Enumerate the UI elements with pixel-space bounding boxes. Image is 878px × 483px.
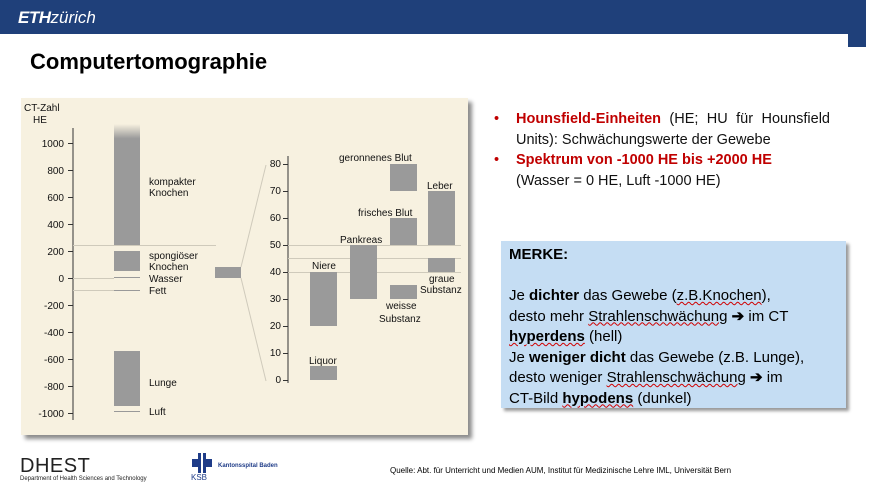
bar-niere bbox=[310, 272, 337, 326]
ksb-cross-icon bbox=[190, 452, 214, 474]
bullet-hounsfield-title: Hounsfield-Einheiten bbox=[516, 111, 661, 127]
bullet-hounsfield bbox=[490, 109, 830, 150]
left-tick: -200 bbox=[43, 301, 64, 312]
bar-liquor bbox=[310, 366, 337, 380]
merke-line: hyperdens (hell) bbox=[509, 328, 623, 345]
bar-geronnenes-blut bbox=[390, 164, 417, 191]
right-tick: 0 bbox=[275, 375, 281, 386]
arrow-right-icon: ➔ bbox=[731, 307, 745, 325]
arrow-right-icon: ➔ bbox=[750, 369, 763, 386]
bullet-spektrum-title: Spektrum von -1000 HE bis +2000 HE bbox=[516, 152, 772, 168]
left-tick: 600 bbox=[47, 193, 64, 204]
bullet-list bbox=[490, 109, 830, 191]
bullet-dot: • bbox=[494, 111, 500, 127]
merke-line: desto weniger Strahlenschwächung ➔ im bbox=[509, 369, 783, 386]
right-tick: 50 bbox=[269, 240, 281, 251]
right-tick: 40 bbox=[269, 267, 281, 278]
label-frisches-blut: frisches Blut bbox=[358, 208, 413, 219]
header-bar-edge bbox=[848, 34, 866, 47]
left-tick: -800 bbox=[43, 382, 64, 393]
source-citation: Quelle: Abt. für Unterricht und Medien AUM, Institut für Medizinische Lehre IML, Universität Bern bbox=[390, 466, 732, 475]
right-axis-ticks bbox=[270, 159, 282, 386]
eth-logo: ETHzürich bbox=[18, 8, 96, 27]
label-pankreas: Pankreas bbox=[340, 235, 383, 246]
right-tick: 60 bbox=[269, 213, 281, 224]
label-niere: Niere bbox=[312, 261, 336, 272]
right-tick: 10 bbox=[269, 348, 281, 359]
bar-pankreas bbox=[350, 245, 377, 299]
merke-heading: MERKE: bbox=[509, 246, 569, 263]
label-fett: Fett bbox=[149, 286, 167, 297]
right-tick: 30 bbox=[269, 294, 281, 305]
label-kompakter: kompakter bbox=[149, 177, 196, 188]
bar-weisse-substanz bbox=[390, 285, 417, 299]
bullet-spektrum-text: (Wasser = 0 HE, Luft -1000 HE) bbox=[516, 172, 721, 189]
header-divider bbox=[16, 34, 848, 47]
ksb-abbreviation: KSB bbox=[191, 473, 208, 482]
left-tick: 400 bbox=[47, 220, 64, 231]
slide-title: Computertomographie bbox=[30, 49, 268, 74]
ksb-name: Kantonsspital Baden bbox=[218, 463, 278, 469]
label-wasser: Wasser bbox=[149, 274, 183, 285]
label-knochen: Knochen bbox=[149, 188, 189, 199]
bullet-spektrum bbox=[490, 150, 830, 191]
bar-lunge bbox=[114, 351, 140, 406]
dhest-logo: DHEST bbox=[20, 455, 91, 477]
bar-graue-substanz bbox=[428, 258, 455, 272]
left-tick: -1000 bbox=[38, 409, 64, 420]
label-liquor: Liquor bbox=[309, 356, 337, 367]
bullet-hounsfield-text: (HE; HU für Hounsfield Units): Schwächungswerte der Gewebe bbox=[516, 111, 830, 148]
right-tick: 70 bbox=[269, 186, 281, 197]
bullet-dot: • bbox=[494, 152, 500, 168]
label-lunge: Lunge bbox=[149, 378, 177, 389]
dhest-subtitle: Department of Health Sciences and Technology bbox=[20, 476, 147, 482]
label-luft: Luft bbox=[149, 407, 166, 418]
left-axis-title-line2: HE bbox=[33, 115, 47, 126]
label-weisse: weisse bbox=[386, 301, 417, 312]
left-tick: 800 bbox=[47, 166, 64, 177]
header-bar bbox=[0, 0, 866, 34]
zoom-connector-lines bbox=[241, 165, 266, 381]
merke-body bbox=[509, 286, 841, 409]
left-axis-ticks bbox=[38, 139, 64, 420]
merke-line: Je dichter das Gewebe (z.B.Knochen), bbox=[509, 287, 771, 304]
left-tick: -400 bbox=[43, 328, 64, 339]
right-tick: 20 bbox=[269, 321, 281, 332]
label-graue: graue bbox=[429, 274, 455, 285]
zoom-source-bar bbox=[215, 267, 241, 278]
bar-spongioser-knochen bbox=[114, 251, 140, 271]
label-weisse-substanz: Substanz bbox=[379, 314, 421, 325]
left-tick: 0 bbox=[58, 274, 64, 285]
merke-box bbox=[501, 241, 846, 408]
label-spongioser: spongiöser bbox=[149, 251, 198, 262]
ct-scale-figure bbox=[21, 98, 468, 435]
merke-line: desto mehr Strahlenschwächung ➔ im CT bbox=[509, 307, 789, 325]
left-tick: -600 bbox=[43, 355, 64, 366]
label-geronnenes-blut: geronnenes Blut bbox=[339, 153, 412, 164]
label-spongioser-knochen: Knochen bbox=[149, 262, 189, 273]
merke-line: Je weniger dicht das Gewebe (z.B. Lunge), bbox=[509, 348, 805, 366]
left-tick: 200 bbox=[47, 247, 64, 258]
label-graue-substanz: Substanz bbox=[420, 285, 462, 296]
left-tick: 1000 bbox=[41, 139, 64, 150]
label-leber: Leber bbox=[427, 181, 453, 192]
merke-line: CT-Bild hypodens (dunkel) bbox=[509, 389, 692, 407]
right-tick: 80 bbox=[269, 159, 281, 170]
left-axis-title-line1: CT-Zahl bbox=[24, 103, 60, 114]
bar-leber bbox=[428, 191, 455, 245]
bar-frisches-blut bbox=[390, 218, 417, 245]
bar-kompakter-knochen bbox=[114, 124, 140, 245]
